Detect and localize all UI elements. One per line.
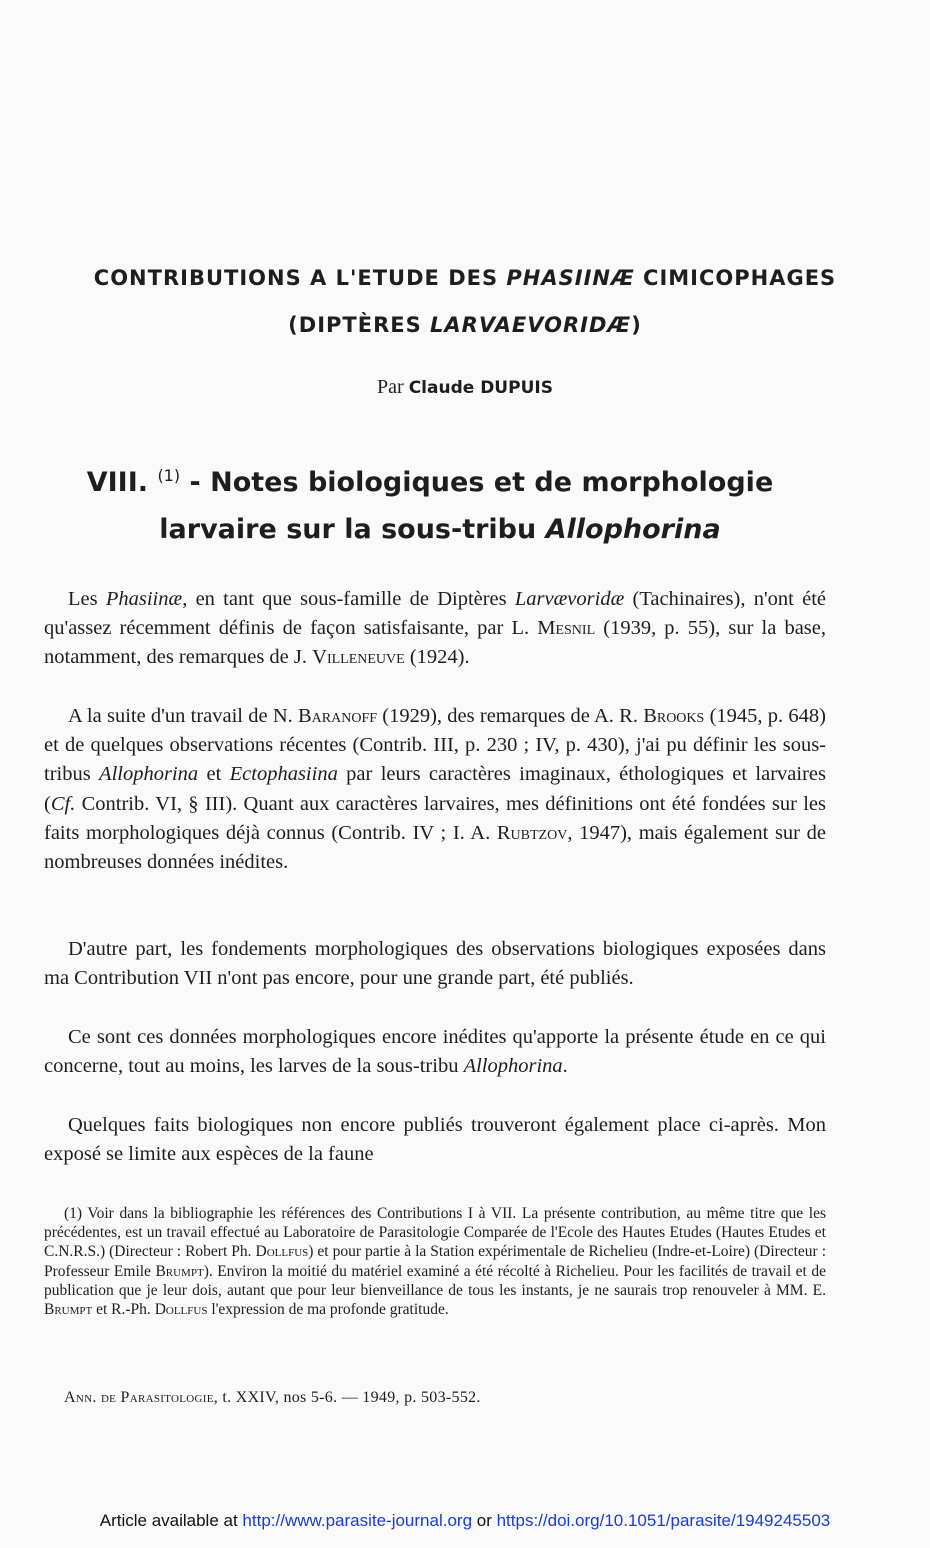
paragraph-2: A la suite d'un travail de N. Baranoff (1929), des remarques de A. R. Brooks (1945, p. 648) et de quelques observations récentes (Contrib. III, p. 230 ; IV, p. 430), j'ai pu définir les sous-tribus Allophorina et Ectophasiina par leurs caractères imaginaux, éthologiques et larvaires (Cf. Contrib. VI, § III). Quant aux caractères larvaires, mes définitions ont été fondées sur les faits morphologiques déjà connus (Contrib. IV ; I. A. Rubtzov, 1947), mais également sur de nombreuses données inédites. [44, 705, 826, 874]
journal-site-link[interactable]: http://www.parasite-journal.org [242, 1511, 473, 1530]
footnote: (1) Voir dans la bibliographie les références des Contributions I à VII. La présente contribution, au même titre que les précédentes, est un travail effectué au Laboratoire de Parasitologie Comparée de l'Ecole des Hautes Etudes (Hautes Etudes et C.N.R.S.) (Directeur : Robert Ph. Dollfus) et pour partie à la Station expérimentale de Richelieu (Indre-et-Loire) (Directeur : Professeur Emile Brumpt). Environ la moitié du matériel examiné a été récolté à Richelieu. Pour les facilités de travail et de publication que je leur dois, autant que pour leur bienveillance de tous les instants, je ne saurais trop renouveler à MM. E. Brumpt et R.-Ph. Dollfus l'expression de ma profonde gratitude. [44, 1205, 826, 1319]
subtitle-taxon: LARVAEVORIDÆ [430, 313, 632, 337]
footnote-mark: (1) [157, 466, 181, 485]
availability-line: Article available at http://www.parasite-journal.org or https://doi.org/10.1051/parasite/1949245503 [99, 1511, 831, 1530]
section-taxon: Allophorina [545, 514, 721, 545]
author-name: Claude DUPUIS [408, 378, 553, 398]
section-heading-line2: larvaire sur la sous-tribu Allophorina [159, 514, 721, 545]
article-subtitle: (DIPTÈRES LARVAEVORIDÆ) [288, 313, 642, 337]
journal-reference: Ann. de Parasitologie, t. XXIV, nos 5-6. — 1949, p. 503-552. [64, 1389, 481, 1406]
paragraph-1: Les Phasiinæ, en tant que sous-famille de Diptères Larvævoridæ (Tachinaires), n'ont été qu'assez récemment définis de façon satisfaisante, par L. Mesnil (1939, p. 55), sur la base, notamment, des remarques de J. Villeneuve (1924). [44, 588, 826, 669]
section-heading-line1: VIII. $^{(1)}$ - Notes biologiques et de morphologie [86, 466, 774, 498]
doi-link[interactable]: https://doi.org/10.1051/parasite/1949245503 [496, 1511, 831, 1530]
paragraph-4: Ce sont ces données morphologiques encore inédites qu'apporte la présente étude en ce qui concerne, tout au moins, les larves de la sous-tribu Allophorina. [44, 1026, 826, 1078]
paragraph-3: D'autre part, les fondements morphologiques des observations biologiques exposées dans ma Contribution VII n'ont pas encore, pour une grande part, été publiés. [44, 938, 826, 990]
byline: Par Claude DUPUIS [377, 376, 553, 398]
title-taxon: PHASIINÆ [506, 266, 635, 290]
article-title: CONTRIBUTIONS A L'ETUDE DES PHASIINÆ CIMICOPHAGES [93, 266, 837, 290]
paragraph-5: Quelques faits biologiques non encore publiés trouveront également place ci-après. Mon exposé se limite aux espèces de la faune [44, 1114, 826, 1166]
section-number: VIII. [86, 467, 149, 498]
